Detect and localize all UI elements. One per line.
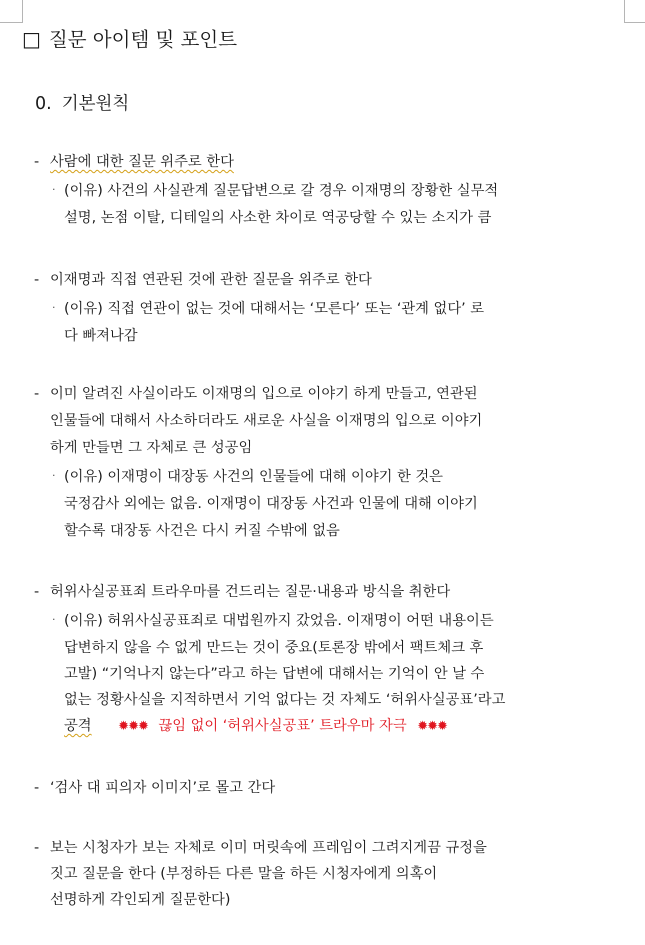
dot-bullet-icon: · (52, 613, 56, 626)
crop-mark-top-right (624, 0, 645, 23)
dash-bullet-icon: - (34, 584, 40, 600)
dot-bullet-icon: · (52, 183, 56, 196)
sub-bullet-text-line: 없는 정황사실을 지적하면서 기억 없다는 것 자체도 ‘허위사실공표’라고 (64, 692, 506, 708)
sub-bullet-text-line: (이유) 직접 연관이 없는 것에 대해서는 ‘모른다’ 또는 ‘관계 없다’ 로 (64, 301, 485, 317)
bullet-text-line: 이재명과 직접 연관된 것에 관한 질문을 위주로 한다 (50, 272, 372, 288)
bullet-item (34, 778, 275, 798)
bullet-item (34, 270, 372, 290)
bullet-item (34, 582, 450, 602)
dash-bullet-icon: - (34, 272, 40, 288)
sub-bullet-item (52, 467, 443, 488)
sub-bullet-text-line: 다 빠져나감 (64, 328, 138, 344)
sub-bullet-text-line: 고발) “기억나지 않는다”라고 하는 답변에 대해서는 기억이 안 날 수 (64, 666, 485, 682)
sub-bullet-text-line: (이유) 허위사실공표죄로 대법원까지 갔었음. 이재명이 어떤 내용이든 (64, 613, 494, 629)
section-heading (35, 90, 129, 115)
bullet-item (34, 838, 487, 858)
bullet-text-line: 이미 알려진 사실이라도 이재명의 입으로 이야기 하게 만들고, 연관된 (50, 386, 478, 402)
bullet-text-line: 선명하게 각인되게 질문한다) (50, 892, 231, 908)
bullet-text-line: ‘검사 대 피의자 이미지’로 몰고 간다 (50, 780, 276, 796)
section-number: 0. (35, 94, 52, 114)
bullet-text-line: 보는 시청자가 보는 자체로 이미 머릿속에 프레임이 그려지게끔 규정을 (50, 840, 487, 856)
checkbox-square-icon: □ (22, 27, 41, 51)
document-title (22, 24, 237, 52)
emphasis-text: 끊임 없이 ‘허위사실공표’ 트라우마 자극 (158, 718, 407, 734)
dash-bullet-icon: - (34, 386, 40, 402)
dash-bullet-icon: - (34, 840, 40, 856)
bullet-item (34, 152, 234, 172)
bullet-text-line: 인물들에 대해서 사소하더라도 새로운 사실을 이재명의 입으로 이야기 (50, 413, 483, 429)
sub-bullet-text-line: (이유) 이재명이 대장동 사건의 인물들에 대해 이야기 한 것은 (64, 469, 443, 485)
bullet-text-line: 사람에 대한 질문 위주로 한다 (50, 154, 234, 170)
sub-bullet-text-line: 국정감사 외에는 없음. 이재명이 대장동 사건과 인물에 대해 이야기 (64, 496, 478, 512)
sub-bullet-item (52, 181, 498, 202)
dash-bullet-icon: - (34, 780, 40, 796)
document-title-text: 질문 아이템 및 포인트 (48, 28, 238, 51)
bullet-text-line: 허위사실공표죄 트라우마를 건드리는 질문·내용과 방식을 취한다 (50, 584, 451, 600)
dash-bullet-icon: - (34, 154, 40, 170)
red-burst-icon: ✹✹✹ (417, 719, 447, 734)
bullet-text-line: 짓고 질문을 한다 (부정하든 다른 말을 하든 시청자에게 의혹이 (50, 866, 438, 882)
dot-bullet-icon: · (52, 301, 56, 314)
bullet-text-line: 하게 만들면 그 자체로 큰 성공임 (50, 440, 253, 456)
sub-bullet-text-line: 설명, 논점 이탈, 디테일의 사소한 차이로 역공당할 수 있는 소지가 큼 (64, 210, 492, 226)
crop-mark-top-left (0, 0, 23, 23)
sub-bullet-item (52, 611, 494, 632)
sub-bullet-item (52, 299, 484, 320)
sub-bullet-text-fragment: 공격 (64, 718, 92, 734)
dot-bullet-icon: · (52, 469, 56, 482)
sub-bullet-text-line: 답변하지 않을 수 없게 만드는 것이 중요(토론장 밖에서 팩트체크 후 (64, 640, 484, 656)
section-heading-text: 기본원칙 (61, 94, 130, 114)
sub-bullet-text-line: 할수록 대장동 사건은 다시 커질 수밖에 없음 (64, 523, 340, 539)
bullet-item (34, 384, 478, 404)
sub-bullet-text-line: (이유) 사건의 사실관계 질문답변으로 갈 경우 이재명의 장황한 실무적 (64, 183, 499, 199)
sub-bullet-text-line (64, 716, 447, 737)
red-burst-icon: ✹✹✹ (118, 719, 148, 734)
